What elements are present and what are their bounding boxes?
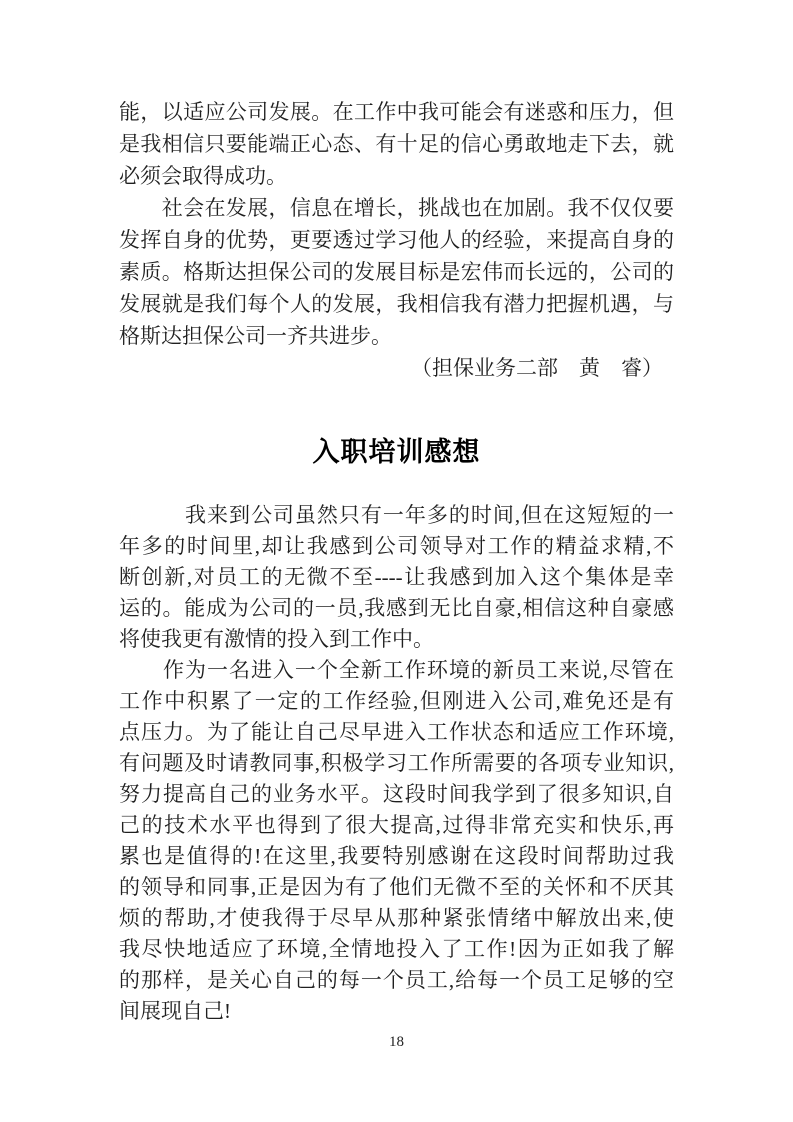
text-line: 断创新,对员工的无微不至----让我感到加入这个集体是幸 — [119, 565, 674, 589]
signature-line: （担保业务二部 黄 睿） — [411, 356, 663, 380]
paragraph — [119, 96, 674, 192]
text-line: 我尽快地适应了环境,全情地投入了工作!因为正如我了解 — [119, 937, 674, 961]
text-line: 发展就是我们每个人的发展，我相信我有潜力把握机遇，与 — [119, 292, 674, 316]
text-line: 的领导和同事,正是因为有了他们无微不至的关怀和不厌其 — [119, 875, 674, 899]
page-content — [119, 96, 674, 1027]
text-line: 我来到公司虽然只有一年多的时间,但在这短短的一 — [119, 503, 674, 527]
article-current-body — [119, 500, 674, 1027]
page-number: 18 — [389, 1034, 404, 1050]
text-line: 将使我更有激情的投入到工作中。 — [119, 627, 434, 651]
text-line: 必须会取得成功。 — [119, 164, 287, 188]
text-line: 格斯达担保公司一齐共进步。 — [119, 324, 392, 348]
text-line: 间展现自己! — [119, 999, 231, 1023]
paragraph — [119, 655, 674, 1027]
text-line: 己的技术水平也得到了很大提高,过得非常充实和快乐,再 — [119, 813, 674, 837]
text-line: 累也是值得的!在这里,我要特别感谢在这段时间帮助过我 — [119, 844, 674, 868]
text-line: 社会在发展，信息在增长，挑战也在加剧。我不仅仅要 — [119, 196, 674, 220]
text-line: 工作中积累了一定的工作经验,但刚进入公司,难免还是有 — [119, 689, 674, 713]
text-line: 烦的帮助,才使我得于尽早从那种紧张情绪中解放出来,使 — [119, 906, 674, 930]
text-line: 的那样，是关心自己的每一个员工,给每一个员工足够的空 — [119, 968, 674, 992]
text-line: 是我相信只要能端正心态、有十足的信心勇敢地走下去，就 — [119, 132, 674, 156]
text-line: 能，以适应公司发展。在工作中我可能会有迷惑和压力，但 — [119, 100, 674, 124]
text-line: 点压力。为了能让自己尽早进入工作状态和适应工作环境, — [119, 720, 674, 744]
text-line: 素质。格斯达担保公司的发展目标是宏伟而长远的，公司的 — [119, 260, 674, 284]
text-line: 运的。能成为公司的一员,我感到无比自豪,相信这种自豪感 — [119, 596, 674, 620]
article-title: 入职培训感想 — [312, 437, 481, 467]
text-line: 努力提高自己的业务水平。这段时间我学到了很多知识,自 — [119, 782, 674, 806]
text-line: 有问题及时请教同事,积极学习工作所需要的各项专业知识, — [119, 751, 674, 775]
text-line: 发挥自身的优势，更要透过学习他人的经验，来提高自身的 — [119, 228, 674, 252]
text-line: 作为一名进入一个全新工作环境的新员工来说,尽管在 — [119, 658, 674, 682]
text-line: 年多的时间里,却让我感到公司领导对工作的精益求精,不 — [119, 534, 674, 558]
paragraph — [119, 500, 674, 655]
article-previous-ending — [119, 96, 674, 384]
paragraph — [119, 192, 674, 352]
